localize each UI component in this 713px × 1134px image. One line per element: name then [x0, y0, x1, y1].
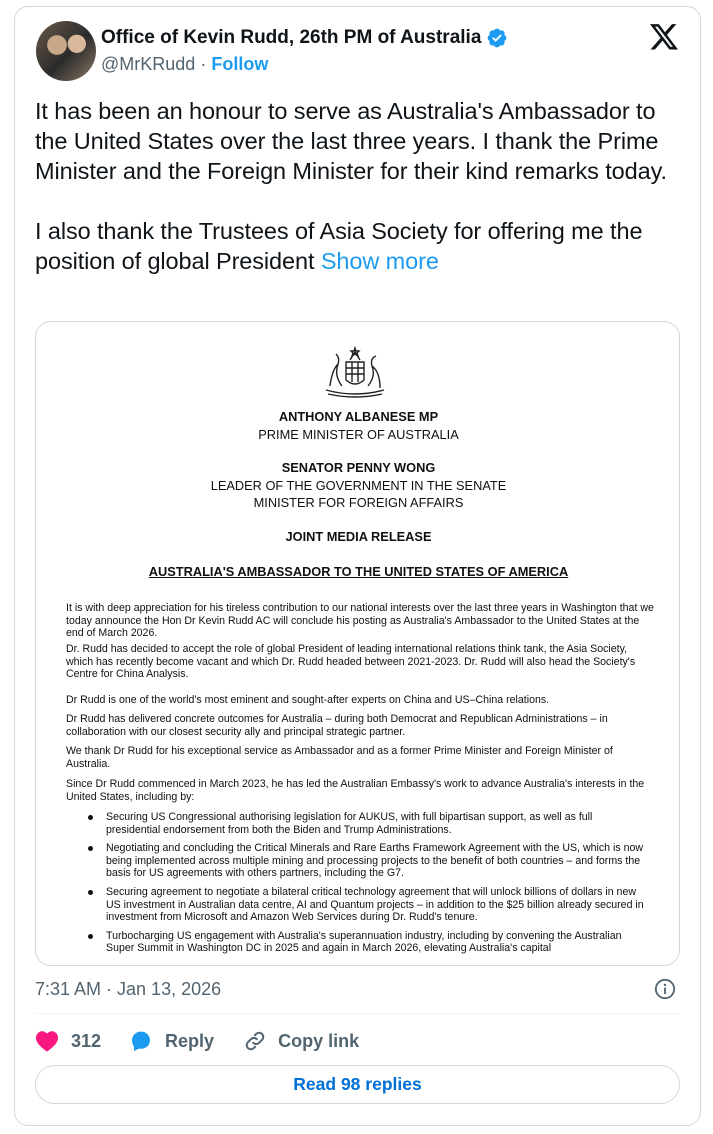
release-paragraph: Since Dr Rudd commenced in March 2023, he has led the Australian Embassy's work to advance Australia's interests in the United States, including by: [66, 778, 645, 803]
likes-count: 312 [71, 1030, 102, 1051]
x-logo-icon[interactable] [650, 24, 678, 50]
bullet-dot [88, 890, 93, 895]
release-paragraph: We thank Dr Rudd for his exceptional service as Ambassador and as a former Prime Minister and Foreign Minister of Australia. [66, 745, 613, 770]
copy-link-label: Copy link [278, 1030, 360, 1051]
info-icon[interactable] [654, 978, 676, 1000]
bullet-item [88, 842, 648, 880]
handle-row [101, 54, 268, 75]
fm-title-2: MINISTER FOR FOREIGN AFFAIRS [253, 495, 464, 510]
release-paragraph: Dr. Rudd has decided to accept the role of global President of leading international relations think tank, the Asia Society, which has recently become vacant and which Dr. Rudd headed between 2021-2023. Dr. Rudd will also head the Society's Centre for China Analysis. [66, 643, 636, 681]
tweet-timestamp[interactable]: 7:31 AM · Jan 13, 2026 [35, 979, 222, 999]
verified-badge-icon [486, 27, 508, 49]
release-type: JOINT MEDIA RELEASE [285, 529, 432, 544]
release-headline: AUSTRALIA'S AMBASSADOR TO THE UNITED STATES OF AMERICA [148, 564, 569, 579]
bullet-dot [88, 815, 93, 820]
tweet-text [35, 96, 685, 276]
release-paragraph: Dr Rudd has delivered concrete outcomes for Australia – during both Democrat and Republican Administrations – in collaboration with our closest security ally and principal strategic partner. [66, 713, 608, 738]
bullet-item [88, 886, 648, 924]
bullet-text: Negotiating and concluding the Critical Minerals and Rare Earths Framework Agreement with the US, which is now being implemented across multiple mining and processing projects to the benefit of both countries – and forms the basis for US agreements with others partners, including the G7. [106, 842, 644, 880]
link-icon [244, 1030, 266, 1052]
release-bullet-list [88, 811, 648, 961]
release-paragraph: Dr Rudd is one of the world's most eminent and sought-after experts on China and US–China relations. [66, 694, 550, 706]
media-image[interactable] [35, 321, 680, 966]
reply-label: Reply [165, 1030, 215, 1051]
divider [35, 1013, 680, 1014]
tweet-paragraph: It has been an honour to serve as Australia's Ambassador to the United States over the last three years. I thank the Prime Minister and the Foreign Minister for their kind remarks today. [35, 98, 667, 184]
bullet-text: Securing agreement to negotiate a bilateral critical technology agreement that will unlock billions of dollars in new US investment in Australian data centre, AI and Quantum projects – in addition to the $25 billion already secured in investment from Microsoft and Amazon Web Services during Dr. Rudd's tenure. [106, 885, 644, 924]
bullet-text: Turbocharging US engagement with Australia's superannuation industry, including by convening the Australian Super Summit in Washington DC in 2025 and again in March 2026, elevating Australia's capital [106, 929, 622, 955]
bullet-dot [88, 846, 93, 851]
action-bar [35, 1026, 389, 1056]
fm-name: SENATOR PENNY WONG [281, 460, 436, 475]
tweet-paragraph-text: I also thank the Trustees of Asia Society for offering me the position of global President [35, 218, 643, 274]
bullet-item [88, 811, 648, 836]
avatar[interactable] [36, 21, 96, 81]
follow-button[interactable]: Follow [211, 54, 269, 74]
fm-title-1: LEADER OF THE GOVERNMENT IN THE SENATE [210, 478, 507, 493]
reply-bubble-icon [129, 1030, 153, 1052]
show-more-link[interactable]: Show more [320, 248, 439, 274]
handle-separator: · [200, 54, 207, 74]
bullet-dot [88, 934, 93, 939]
pm-title: PRIME MINISTER OF AUSTRALIA [258, 427, 459, 442]
like-button[interactable] [35, 1030, 101, 1052]
author-name-row[interactable] [101, 27, 508, 49]
copy-link-button[interactable] [244, 1030, 359, 1052]
pm-name: ANTHONY ALBANESE MP [278, 409, 439, 424]
tweet-paragraph [35, 216, 685, 276]
reply-button[interactable] [129, 1030, 214, 1052]
heart-icon [35, 1030, 59, 1052]
read-replies-button[interactable]: Read 98 replies [35, 1065, 680, 1104]
bullet-item [88, 930, 648, 955]
release-paragraph: It is with deep appreciation for his tireless contribution to our national interests over the last three years in Washington that we today announce the Hon Dr Kevin Rudd AC will conclude his posting as Australia's Ambassador to the United States at the end of March 2026. [66, 602, 654, 640]
author-display-name[interactable]: Office of Kevin Rudd, 26th PM of Australia [101, 27, 482, 48]
author-handle[interactable]: @MrKRudd [101, 54, 196, 74]
bullet-text: Securing US Congressional authorising legislation for AUKUS, with full bipartisan support, as well as full presidential endorsement from both the Biden and Trump Administrations. [106, 811, 593, 836]
coat-of-arms-icon [320, 346, 390, 402]
